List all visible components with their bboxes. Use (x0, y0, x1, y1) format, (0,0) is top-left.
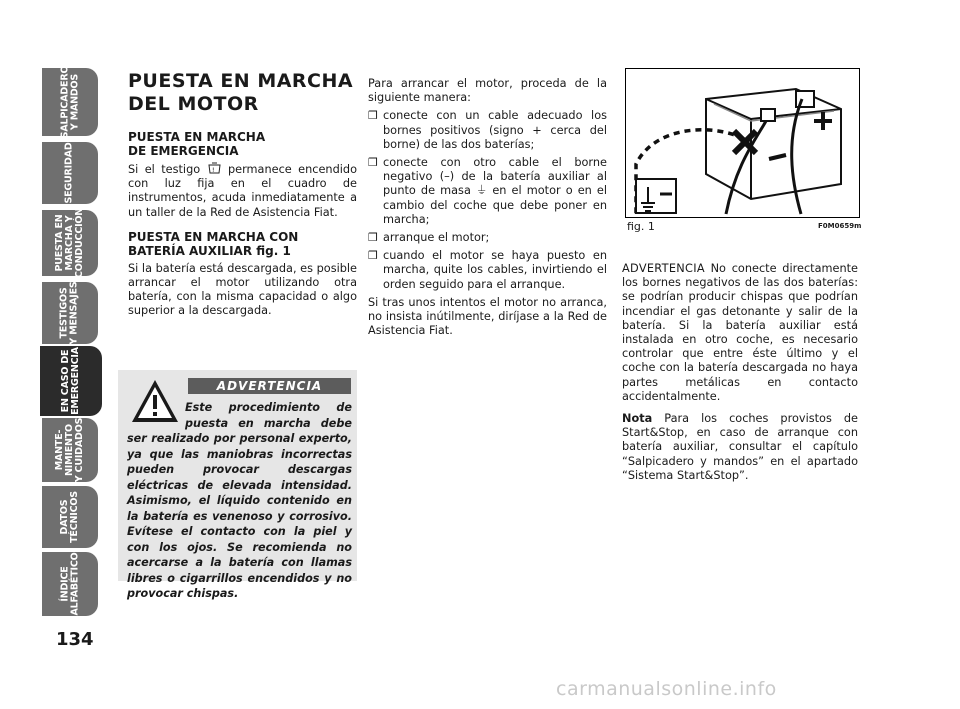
tab-puesta-en-marcha[interactable] (42, 207, 98, 279)
watermark: carmanualsonline.info (556, 678, 777, 700)
paragraph: Si la batería está descargada, es posible arrancar el motor utilizando otra batería, con la misma capacidad o algo superior a la descargada. (128, 261, 357, 318)
figure-code: F0M0659m (818, 222, 862, 230)
list-text: cuando el motor se haya puesto en marcha, quite los cables, invirtiendo el orden seguido para el arranque. (383, 249, 607, 291)
heading-line: DE EMERGENCIA (128, 144, 239, 158)
list-item (368, 249, 607, 292)
list-item (368, 109, 607, 152)
heading-line: BATERÍA AUXILIAR fig. 1 (128, 243, 291, 258)
tab-label: MANTE- NIMIENTO Y CUIDADOS (54, 417, 86, 483)
text: Este procedimiento de puesta en marcha debe ser realizado por personal experto, ya que las maniobras incorrectas pueden provocar descargas eléctricas de elevada intensidad. Asimismo, el líquido contenido en la batería es venenoso y corrosivo. Evítese el contacto con la piel y con los ojos. Se recomienda no acercarse a la batería con llamas libres o cigarrillos encendidos y no provocar chispas. (127, 401, 352, 600)
list-item (368, 156, 607, 227)
battery-illustration (626, 69, 859, 217)
middle-column (368, 77, 607, 342)
tab-label: ÍNDICE ALFABÉTICO (59, 552, 81, 616)
tab-seguridad[interactable] (42, 142, 98, 204)
warning-lamp-icon (207, 162, 222, 175)
bullet: ❒ (368, 231, 378, 245)
page-number: 134 (56, 629, 94, 650)
bullet: ❒ (368, 109, 378, 123)
tab-emergencia[interactable] (40, 346, 102, 416)
tab-testigos[interactable] (42, 282, 98, 344)
lead-text: ADVERTENCIA (622, 262, 705, 275)
list-item (368, 231, 607, 245)
right-column (622, 262, 858, 487)
tab-label: PUESTA EN MARCHA Y CONDUCCIÓN (54, 207, 86, 279)
tab-salpicadero[interactable] (42, 65, 98, 139)
text: Para los coches provistos de Start&Stop, en caso de arranque con batería auxiliar, consultar el capítulo “Salpicadero y mandos” en el apartado “Sistema Start&Stop”. (622, 412, 858, 482)
title-line: PUESTA EN MARCHA (128, 70, 354, 92)
tab-label: SALPICADERO Y MANDOS (59, 65, 81, 139)
list-text: conecte con otro cable el borne negativo (–) de la batería auxiliar al punto de masa ⏚ en el motor o en el cambio del coche que debe poner en marcha; (383, 156, 607, 226)
battery-figure (625, 68, 860, 218)
text: permanece encendido con luz fija en el cuadro de instrumentos, acuda inmediatamente a un taller de la Red de Asistencia Fiat. (128, 163, 357, 219)
bullet: ❒ (368, 156, 378, 170)
paragraph: Para arrancar el motor, proceda de la siguiente manera: (368, 77, 607, 105)
warning-text (127, 400, 352, 602)
float-spacer (127, 400, 185, 430)
list-text: conecte con un cable adecuado los bornes positivos (signo + cerca del borne) de las dos baterías; (383, 109, 607, 151)
figure-caption: fig. 1 (627, 220, 655, 233)
bullet: ❒ (368, 249, 378, 263)
tab-label: DATOS TÉCNICOS (59, 491, 80, 543)
left-column (128, 70, 357, 323)
lead-text: Nota (622, 412, 653, 426)
nota-paragraph (622, 412, 858, 483)
tab-label: TESTIGOS Y MENSAJES (59, 281, 80, 345)
svg-text:!: ! (211, 167, 214, 174)
tab-label: EN CASO DE EMERGENCIA (60, 347, 82, 415)
heading-line: PUESTA EN MARCHA (128, 130, 266, 144)
section-heading (128, 230, 357, 258)
tab-mantenimiento[interactable] (42, 418, 98, 482)
tab-label: SEGURIDAD (64, 142, 75, 204)
page-title (128, 70, 357, 116)
heading-line: PUESTA EN MARCHA CON (128, 229, 299, 244)
advertencia-paragraph (622, 262, 858, 404)
tab-datos-tecnicos[interactable] (42, 486, 98, 548)
list-text: arranque el motor; (383, 231, 490, 245)
paragraph (128, 162, 357, 220)
warning-header: ADVERTENCIA (188, 378, 351, 394)
tab-indice[interactable] (42, 552, 98, 616)
paragraph: Si tras unos intentos el motor no arranca, no insista inútilmente, diríjase a la Red de Asistencia Fiat. (368, 295, 607, 338)
text: No conecte directamente los bornes negativos de las dos baterías: se podrían producir chispas que podrían incendiar el gas detonante y salir de la batería. Si la batería auxiliar está instalada en otro coche, es necesario controlar que entre éste último y el coche con la batería descargada no haya partes metálicas en contacto accidentalmente. (622, 262, 858, 403)
title-line: DEL MOTOR (128, 93, 259, 115)
text: Si el testigo (128, 163, 207, 176)
section-heading (128, 130, 357, 158)
